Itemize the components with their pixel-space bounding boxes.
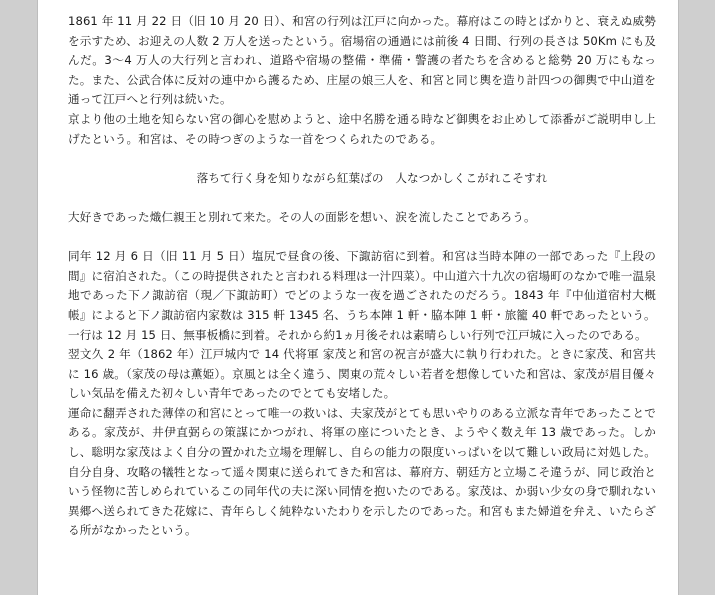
- article-paragraph: 一行は 12 月 15 日、無事板橋に到着。それから約1ヵ月後それは素晴らしい行列で江戸城に入ったのである。: [68, 327, 647, 342]
- article-body: [68, 12, 656, 541]
- article-paragraph: 同年 12 月 6 日（旧 11 月 5 日）塩尻で昼食の後、下諏訪宿に到着。和宮は当時本陣の一部であった『上段の間』に宿泊された。（この時提供されたと言われる料理は一汁四菜）。中山道六十九次の宿場町のなかで唯一温泉地であった下ノ諏訪宿（現／下諏訪町）でどのような一夜を過ごされたのだろう。1843 年『中仙道宿村大概帳』によると下ノ諏訪宿内家数は 315 軒 1345 名、うち本陣 1 軒・脇本陣 1 軒・旅籠 40 軒であったという。: [68, 249, 656, 322]
- article-paragraph: 京より他の土地を知らない宮の御心を慰めようと、途中名勝を通る時など御輿をお止めして添番がご説明申し上げたという。和宮は、その時つぎのような一首をつくられたのである。: [68, 111, 656, 146]
- paragraph-spacer: [68, 149, 656, 169]
- paragraph-spacer: [68, 228, 656, 248]
- poem-verse: 落ちて行く身を知りながら紅葉ばの 人なつかしくこがれこそすれ: [196, 170, 548, 185]
- article-paragraph: 大好きであった熾仁親王と別れて来た。その人の面影を想い、涙を流したことであろう。: [68, 209, 536, 224]
- paragraph-spacer: [68, 188, 656, 208]
- article-paragraph: 1861 年 11 月 22 日（旧 10 月 20 日）、和宮の行列は江戸に向かった。幕府はこの時とばかりと、衰えぬ威勢を示すため、お迎えの人数 2 万人を送ったという。宿場宿の通過には前後 4 日間、行列の長さは 50Km にも及んだ。3～4 万人の大行列と言われ、道路や宿場の整備・準備・警護の者たちを含めると総勢 20 万にもなった。また、公武合体に反対の連中から護るため、庄屋の娘三人を、和宮と同じ輿を造り計四つの御輿で中山道を通って江戸へと行列は続いた。: [68, 14, 656, 107]
- article-paragraph: 運命に翻弄された薄倖の和宮にとって唯一の救いは、夫家茂がとても思いやりのある立派な青年であったことである。家茂が、井伊直弼らの策謀にかつがれ、将軍の座についたとき、ようやく数え年 13 歳であった。しかし、聡明な家茂はよく自分の置かれた立場を理解し、自らの能力の限度いっぱいを以て難しい政局に対処した。自分自身、攻略の犠牲となって遥々関東に送られてきた和宮は、幕府方、朝廷方と立場こそ違うが、同じ政治という怪物に苦しめられているこの同年代の夫に深い同情を抱いたのである。家茂は、か弱い少女の身で馴れない異郷へ送られてきた花嫁に、青年らしく純粋ないたわりを示したのであった。和宮もまた婦道を弁え、いたらざる所がなかったという。: [68, 405, 656, 538]
- article-paragraph: 翌文久 2 年（1862 年）江戸城内で 14 代将軍 家茂と和宮の祝言が盛大に執り行われた。ときに家茂、和宮共に 16 歳。（家茂の母は薫姫）。京風とは全く違う、関東の荒々しい若者を想像していた和宮は、家茂が眉目優々しい気品を備えた初々しい青年であったのでとても安堵した。: [68, 347, 656, 401]
- article-page: [37, 0, 679, 595]
